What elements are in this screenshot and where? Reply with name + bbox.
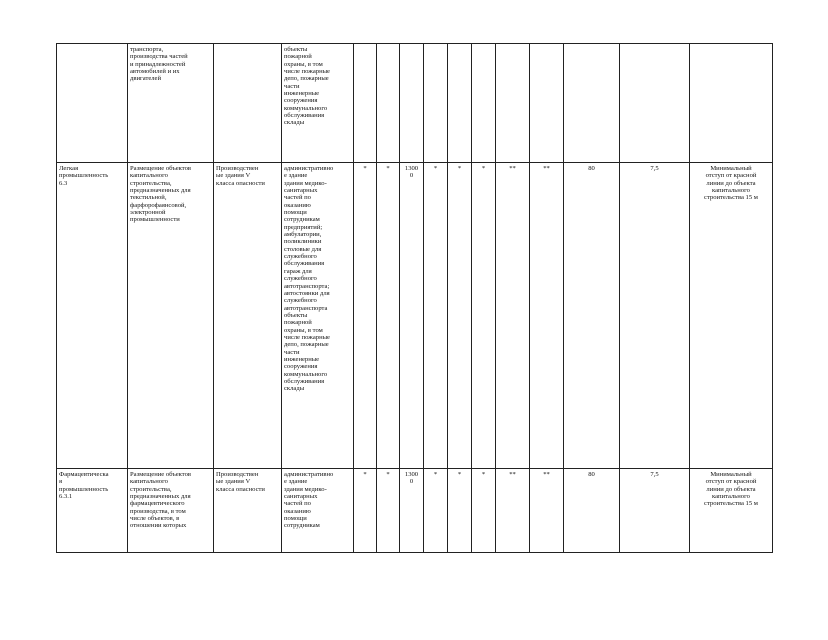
param-cell: * [448, 469, 472, 553]
param-cell: * [354, 469, 377, 553]
setback-cell: Минимальный отступ от красной линии до объекта капитального строительства 15 м [690, 469, 773, 553]
param-cell: 80 [564, 163, 620, 469]
table-row [57, 163, 773, 469]
param-cell: ** [530, 163, 564, 469]
param-cell: * [424, 469, 448, 553]
param-cell [400, 44, 424, 163]
param-cell: 7,5 [620, 469, 690, 553]
use-name-cell: Легкая промышленность 6.3 [57, 163, 128, 469]
building-class-cell [214, 44, 282, 163]
param-cell: 7,5 [620, 163, 690, 469]
table-row [57, 44, 773, 163]
use-name-cell [57, 44, 128, 163]
param-cell: * [472, 469, 496, 553]
use-description-cell: Размещение объектов капитального строительства, предназначенных для фармацевтического производства, в том числе объектов, в отношении которых [128, 469, 214, 553]
param-cell: 1300 0 [400, 163, 424, 469]
param-cell [530, 44, 564, 163]
param-cell [496, 44, 530, 163]
building-class-cell: Производствен ые здания V класса опасности [214, 469, 282, 553]
param-cell: * [377, 163, 400, 469]
param-cell: ** [530, 469, 564, 553]
param-cell [448, 44, 472, 163]
use-description-cell: Размещение объектов капитального строительства, предназначенных для текстильной, фарфорофаянсовой, электронной промышленности [128, 163, 214, 469]
zoning-regulations-table [56, 43, 773, 553]
auxiliary-uses-cell: административно е здание здания медико- санитарных частей по оказанию помощи сотрудникам [282, 469, 354, 553]
param-cell: 1300 0 [400, 469, 424, 553]
param-cell: * [472, 163, 496, 469]
use-description-cell: транспорта, производства частей и принадлежностей автомобилей и их двигателей [128, 44, 214, 163]
param-cell: * [424, 163, 448, 469]
setback-cell [690, 44, 773, 163]
param-cell [620, 44, 690, 163]
param-cell [564, 44, 620, 163]
auxiliary-uses-cell: объекты пожарной охраны, в том числе пожарные депо, пожарные части инженерные сооружения коммунального обслуживания склады [282, 44, 354, 163]
param-cell: ** [496, 469, 530, 553]
building-class-cell: Производствен ые здания V класса опасности [214, 163, 282, 469]
param-cell [472, 44, 496, 163]
param-cell [377, 44, 400, 163]
param-cell: * [448, 163, 472, 469]
param-cell [354, 44, 377, 163]
setback-cell: Минимальный отступ от красной линии до объекта капитального строительства 15 м [690, 163, 773, 469]
param-cell: * [354, 163, 377, 469]
auxiliary-uses-cell: административно е здание здания медико- санитарных частей по оказанию помощи сотрудникам предприятий; амбулатории, поликлиники столовые для служебного обслуживания гараж для служебного автотранспорта; автостоянки для служебного автотранспорта объекты пожарной охраны, в том числе пожарные депо, пожарные части инженерные сооружения коммунального обслуживания склады [282, 163, 354, 469]
param-cell [424, 44, 448, 163]
table-row [57, 469, 773, 553]
param-cell: * [377, 469, 400, 553]
param-cell: 80 [564, 469, 620, 553]
param-cell: ** [496, 163, 530, 469]
use-name-cell: Фармацевтическа я промышленность 6.3.1 [57, 469, 128, 553]
